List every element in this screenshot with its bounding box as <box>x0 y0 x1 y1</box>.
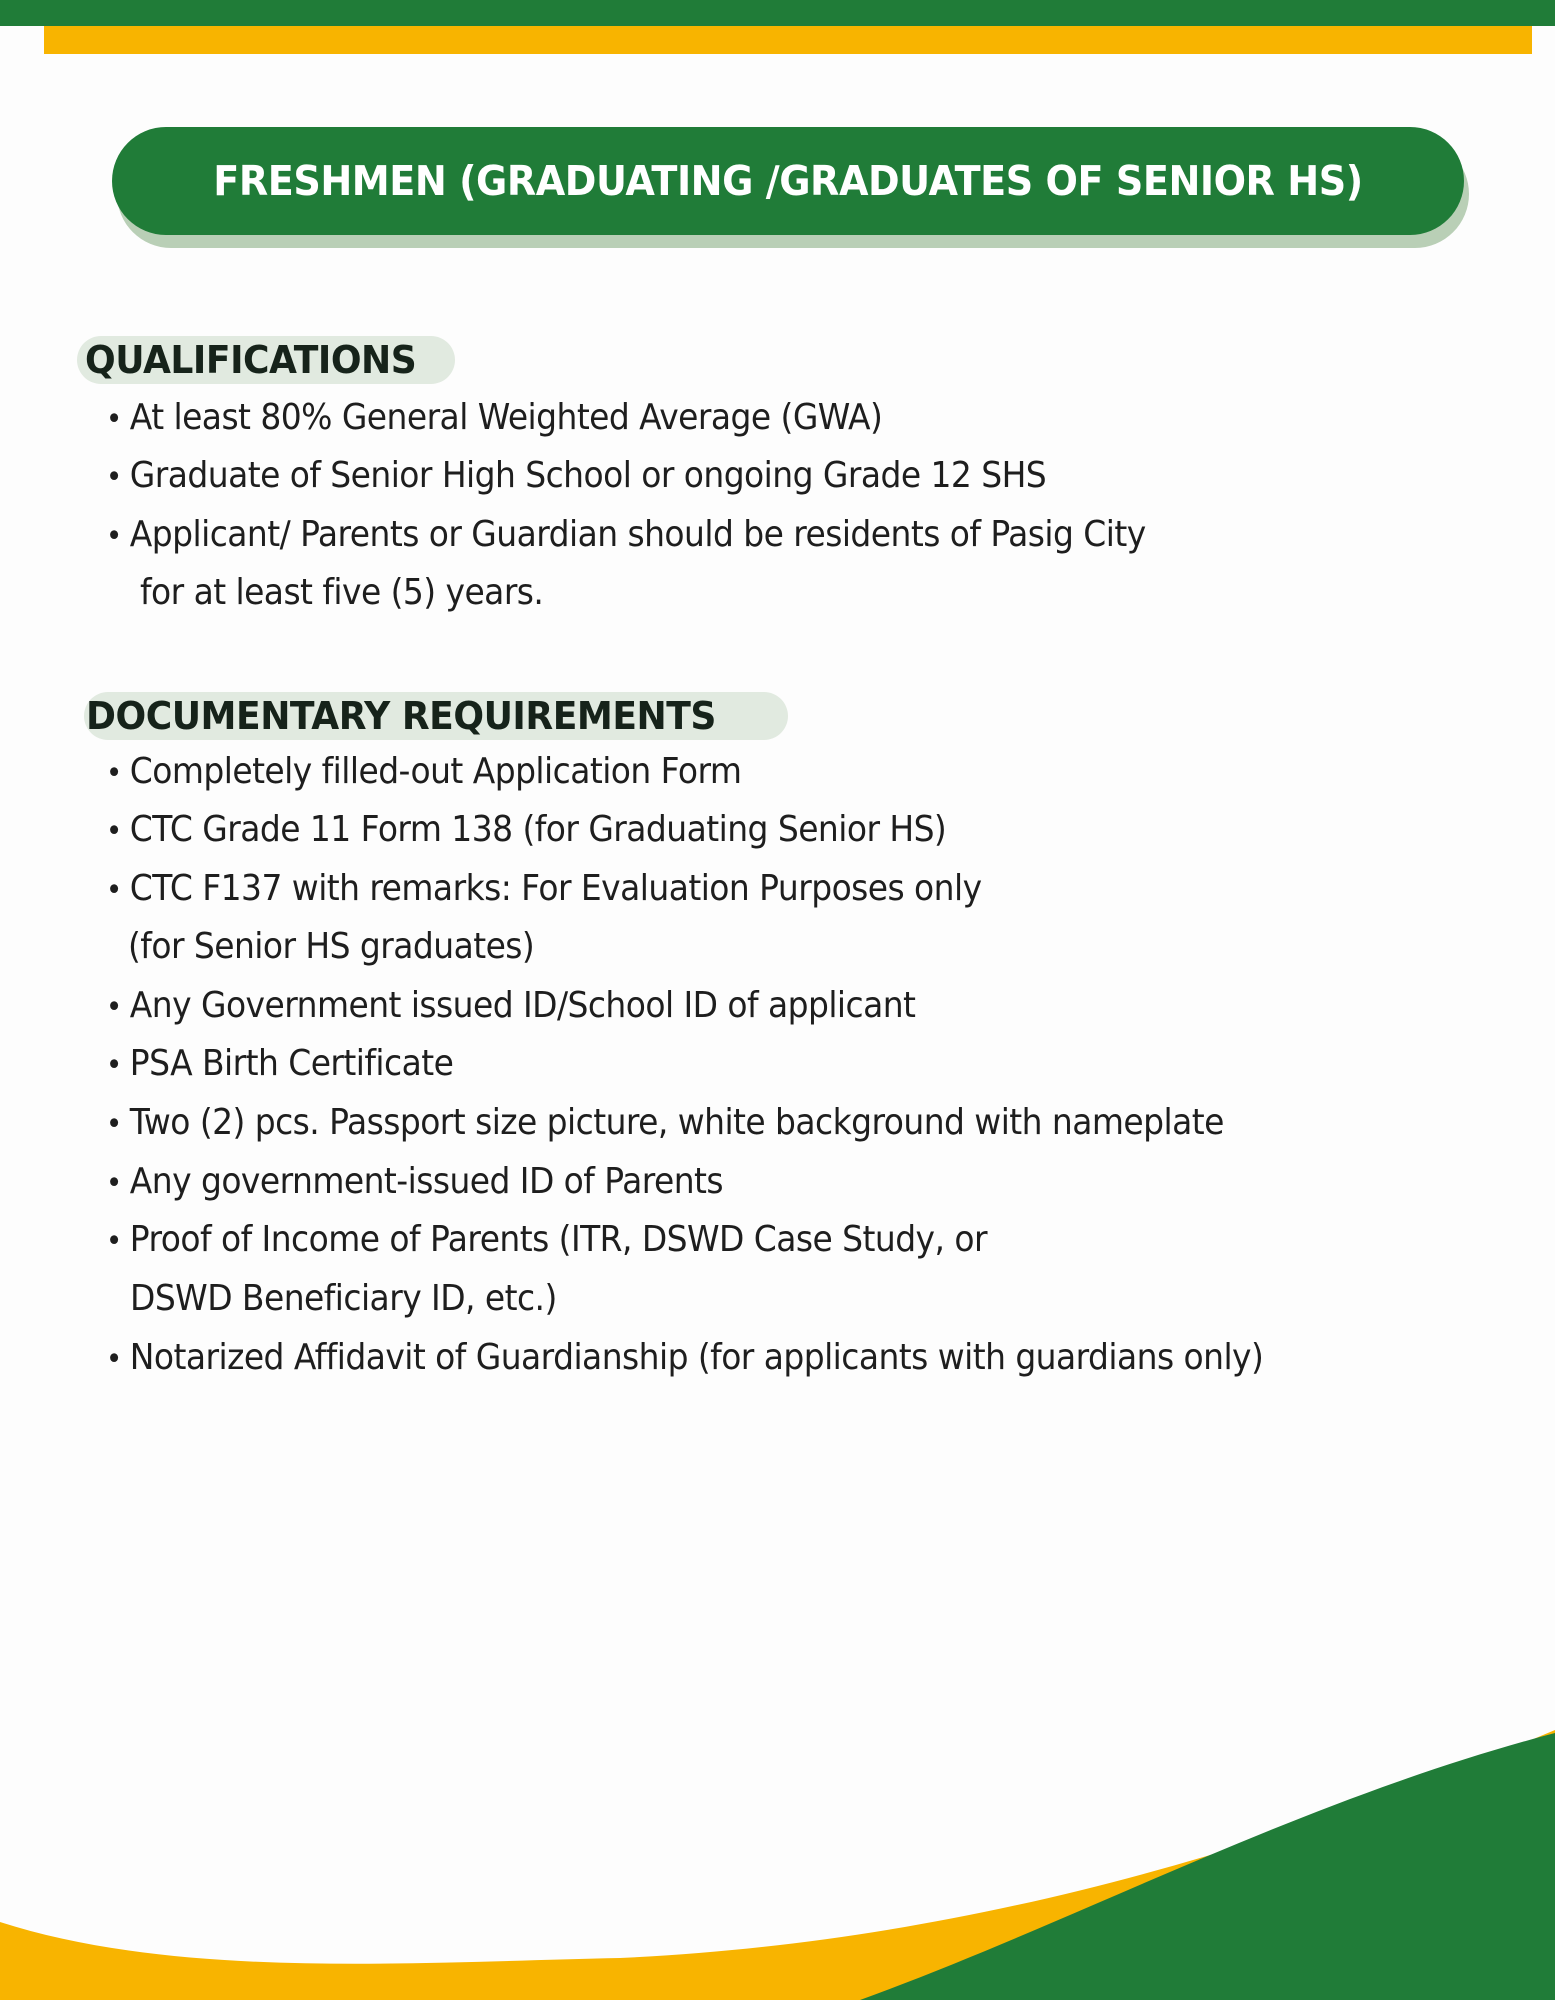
list-item-continuation <box>140 573 543 613</box>
bullet-icon: • <box>106 402 122 437</box>
list-item <box>106 810 946 852</box>
bullet-icon: • <box>106 873 122 908</box>
bullet-icon: • <box>106 814 122 849</box>
list-item-text: Any government-issued ID of Parents <box>129 1161 724 1202</box>
list-item-text: At least 80% General Weighted Average (GWA) <box>129 397 883 438</box>
page-title: FRESHMEN (GRADUATING /GRADUATES OF SENIOR HS) <box>213 157 1363 205</box>
list-item <box>106 1044 453 1086</box>
list-item <box>106 1220 987 1262</box>
top-gold-bar <box>44 26 1532 54</box>
list-item-text: Applicant/ Parents or Guardian should be residents of Pasig City <box>129 514 1146 555</box>
list-item-text: PSA Birth Certificate <box>129 1043 454 1084</box>
bullet-icon: • <box>106 990 122 1025</box>
list-item-text: Notarized Affidavit of Guardianship (for applicants with guardians only) <box>129 1337 1264 1378</box>
list-item-continuation <box>128 927 534 967</box>
list-item <box>106 1162 723 1204</box>
list-item-text: Any Government issued ID/School ID of applicant <box>129 985 916 1026</box>
footer-wave-decoration <box>0 1700 1555 2000</box>
list-item <box>106 1338 1263 1380</box>
list-item <box>106 869 982 911</box>
documentary-requirements-heading: DOCUMENTARY REQUIREMENTS <box>86 694 716 738</box>
list-item-continuation <box>130 1279 557 1319</box>
bullet-icon: • <box>106 519 122 554</box>
footer-green-wave <box>860 1733 1555 2000</box>
list-item-text: DSWD Beneficiary ID, etc.) <box>130 1278 557 1319</box>
bullet-icon: • <box>106 1107 122 1142</box>
bullet-icon: • <box>106 1166 122 1201</box>
list-item <box>106 986 915 1028</box>
title-banner <box>112 127 1464 235</box>
documentary-requirements-heading-pill <box>84 692 788 740</box>
list-item <box>106 1103 1224 1145</box>
bullet-icon: • <box>106 460 122 495</box>
bullet-icon: • <box>106 1048 122 1083</box>
bullet-icon: • <box>106 1224 122 1259</box>
list-item-text: Proof of Income of Parents (ITR, DSWD Case Study, or <box>129 1219 987 1260</box>
list-item-text: Two (2) pcs. Passport size picture, white background with nameplate <box>129 1102 1224 1143</box>
list-item <box>106 398 882 440</box>
top-green-bar <box>0 0 1555 26</box>
bullet-icon: • <box>106 1342 122 1377</box>
list-item <box>106 456 1046 498</box>
list-item-text: for at least five (5) years. <box>140 572 544 613</box>
list-item-text: CTC F137 with remarks: For Evaluation Purposes only <box>129 868 982 909</box>
list-item-text: CTC Grade 11 Form 138 (for Graduating Senior HS) <box>129 809 947 850</box>
list-item <box>106 515 1146 557</box>
qualifications-heading: QUALIFICATIONS <box>85 338 417 382</box>
qualifications-heading-pill <box>77 336 455 384</box>
list-item <box>106 752 741 794</box>
list-item-text: Completely filled-out Application Form <box>129 751 742 792</box>
list-item-text: Graduate of Senior High School or ongoing Grade 12 SHS <box>129 455 1047 496</box>
bullet-icon: • <box>106 756 122 791</box>
list-item-text: (for Senior HS graduates) <box>128 926 535 967</box>
